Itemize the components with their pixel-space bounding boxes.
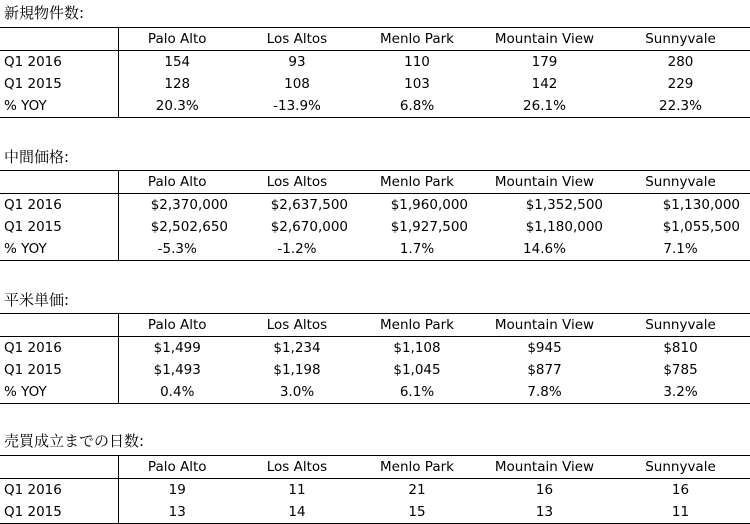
header-city-sunnyvale: Sunnyvale [613,171,750,194]
cell-value: 21 [408,482,426,498]
row-label: % YOY [0,95,118,118]
cell-value: 142 [531,76,558,92]
table-row [0,238,750,261]
cell-value: 103 [404,76,430,92]
cell-value: 110 [404,54,430,70]
cell-value: 13 [478,501,613,524]
header-city-sunnyvale: Sunnyvale [613,28,750,51]
header-row [0,456,750,479]
header-city-palo-alto: Palo Alto [118,171,238,194]
header-city-palo-alto: Palo Alto [118,456,238,479]
cell-value: $1,180,000 [525,219,603,235]
header-city-mountain-view: Mountain View [478,314,613,337]
cell-value: $2,370,000 [150,197,228,213]
section-title-new-listings: 新規物件数: [4,4,85,22]
header-city-los-altos: Los Altos [238,171,358,194]
cell-value: 128 [164,76,191,92]
header-corner-cell [0,314,118,337]
cell-value: 280 [667,54,694,70]
cell-value: -13.9% [238,95,358,118]
row-label: Q1 2016 [0,479,118,502]
cell-value: 7.1% [613,238,750,261]
cell-value: $810 [663,340,698,356]
header-corner-cell [0,456,118,479]
table-median-price [0,170,750,261]
cell-value: 1.7% [358,238,478,261]
header-city-menlo-park: Menlo Park [358,28,478,51]
section-title-price-per-sqm: 平米単価: [4,291,70,309]
cell-value: $2,637,500 [270,197,348,213]
table-row [0,194,750,217]
header-city-mountain-view: Mountain View [478,456,613,479]
table-new-listings [0,27,750,118]
header-row [0,28,750,51]
header-row [0,314,750,337]
cell-value: $1,499 [153,340,201,356]
cell-value: $1,960,000 [390,197,468,213]
cell-value: 93 [288,54,306,70]
cell-value: 11 [288,482,306,498]
cell-value: 14.6% [478,238,613,261]
cell-value: -5.3% [118,238,238,261]
cell-value: 15 [358,501,478,524]
header-city-menlo-park: Menlo Park [358,456,478,479]
cell-value: 13 [118,501,238,524]
cell-value: 6.8% [358,95,478,118]
cell-value: $1,198 [273,362,321,378]
cell-value: $2,502,650 [150,219,228,235]
header-city-menlo-park: Menlo Park [358,314,478,337]
table-row [0,51,750,74]
header-row [0,171,750,194]
cell-value: $945 [527,340,562,356]
cell-value: $1,045 [393,362,441,378]
cell-value: $785 [663,362,698,378]
cell-value: 16 [671,482,690,498]
cell-value: $1,108 [393,340,441,356]
cell-value: $2,670,000 [270,219,348,235]
header-corner-cell [0,171,118,194]
cell-value: 7.8% [478,381,613,404]
row-label: Q1 2016 [0,51,118,74]
header-city-los-altos: Los Altos [238,314,358,337]
table-row [0,359,750,381]
table-days-to-close [0,455,750,524]
table-row [0,95,750,118]
table-row [0,501,750,524]
header-city-los-altos: Los Altos [238,28,358,51]
cell-value: 179 [531,54,558,70]
cell-value: $877 [527,362,562,378]
table-row [0,216,750,238]
row-label: Q1 2015 [0,216,118,238]
cell-value: 22.3% [613,95,750,118]
cell-value: 19 [168,482,186,498]
cell-value: $1,352,500 [525,197,603,213]
table-row [0,73,750,95]
header-city-mountain-view: Mountain View [478,171,613,194]
header-city-sunnyvale: Sunnyvale [613,314,750,337]
row-label: Q1 2016 [0,194,118,217]
cell-value: 16 [535,482,554,498]
header-city-sunnyvale: Sunnyvale [613,456,750,479]
cell-value: 3.0% [238,381,358,404]
cell-value: 229 [667,76,694,92]
header-city-los-altos: Los Altos [238,456,358,479]
cell-value: 0.4% [118,381,238,404]
row-label: Q1 2015 [0,73,118,95]
cell-value: 20.3% [118,95,238,118]
cell-value: 108 [284,76,310,92]
cell-value: 6.1% [358,381,478,404]
row-label: % YOY [0,381,118,404]
cell-value: 154 [164,54,191,70]
row-label: Q1 2015 [0,501,118,524]
table-price-per-sqm [0,313,750,404]
row-label: % YOY [0,238,118,261]
row-label: Q1 2015 [0,359,118,381]
header-city-palo-alto: Palo Alto [118,314,238,337]
cell-value: $1,055,500 [662,219,740,235]
cell-value: 11 [613,501,750,524]
cell-value: $1,927,500 [390,219,468,235]
header-city-menlo-park: Menlo Park [358,171,478,194]
cell-value: 14 [238,501,358,524]
header-city-mountain-view: Mountain View [478,28,613,51]
table-row [0,479,750,502]
cell-value: 26.1% [478,95,613,118]
cell-value: -1.2% [238,238,358,261]
header-city-palo-alto: Palo Alto [118,28,238,51]
cell-value: $1,130,000 [662,197,740,213]
table-row [0,381,750,404]
header-corner-cell [0,28,118,51]
table-row [0,337,750,360]
section-title-median-price: 中間価格: [4,148,70,166]
cell-value: $1,234 [273,340,321,356]
row-label: Q1 2016 [0,337,118,360]
cell-value: 3.2% [613,381,750,404]
cell-value: $1,493 [153,362,201,378]
section-title-days-to-close: 売買成立までの日数: [4,432,145,450]
